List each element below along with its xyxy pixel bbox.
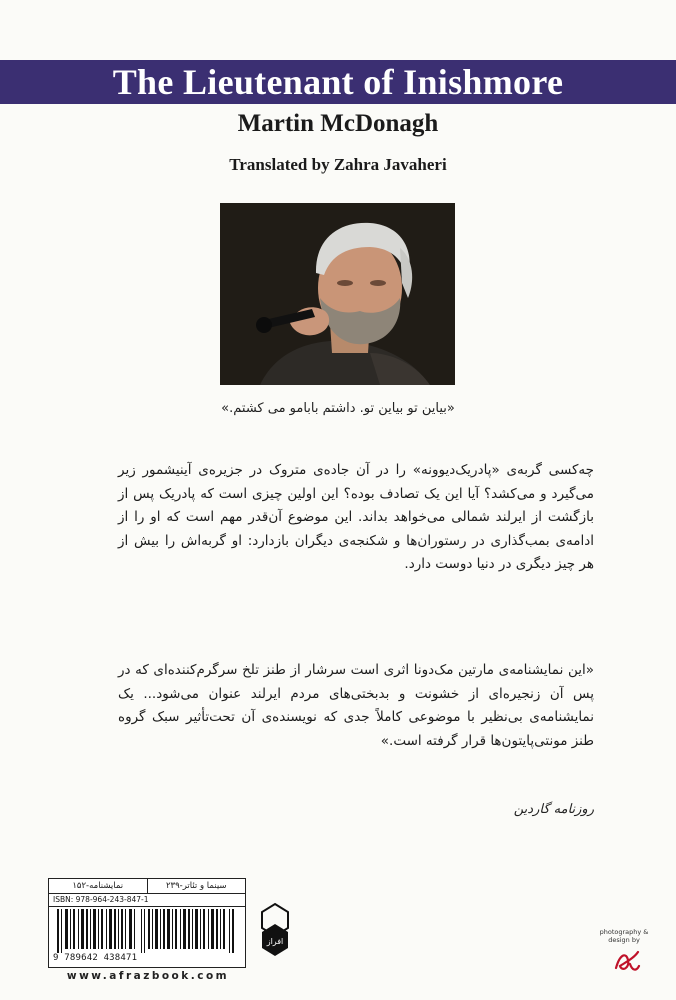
designer-signature-icon bbox=[612, 948, 642, 976]
author-name: Martin McDonagh bbox=[237, 110, 439, 137]
barcode-box bbox=[48, 878, 246, 968]
design-credit: photography & design by bbox=[599, 928, 649, 944]
publisher-website[interactable]: www.afrazbook.com bbox=[66, 970, 230, 982]
barcode-icon bbox=[55, 909, 239, 953]
publisher-logo-text: افراز bbox=[266, 937, 284, 946]
blurb-paragraph: چه‌کسی گربه‌ی «پادریک‌دیوونه» را در آن جاده‌ی متروک در جزیره‌ی آینیشمور زیر می‌گیرد و می‌کشد؟ آیا این یک تصادف بوده؟ این اولین چیزی است که پادریک پس از بازگشت از ایرلند شمالی می‌خواهد بداند. این موضوع آن‌قدر مهم است که او را از ادامه‌ی بمب‌گذاری در رستوران‌ها و شکنجه‌ی دیگران بازدارد: او گربه‌اش را بیش از هر چیز دیگری در دنیا دوست دارد. bbox=[118, 462, 594, 573]
review-source: روزنامه گاردین bbox=[513, 802, 594, 817]
author-photo bbox=[220, 203, 455, 385]
photo-caption-quote: «بیاین تو بیاین تو. داشتم بابامو می کشتم.» bbox=[221, 401, 455, 416]
barcode-digits: 9 789642 438471 bbox=[53, 953, 138, 963]
translator-line: Translated by Zahra Javaheri bbox=[229, 155, 447, 174]
series-row bbox=[49, 879, 245, 894]
isbn-text: ISBN: 978-964-243-847-1 bbox=[49, 894, 245, 907]
series-label: سینما و تئاتر-۲۳۹ bbox=[165, 881, 227, 891]
publisher-logo-icon bbox=[260, 902, 290, 958]
title-band bbox=[0, 60, 676, 104]
book-title: The Lieutenant of Inishmore bbox=[112, 62, 564, 102]
play-number-label: نمایشنامه-۱۵۲ bbox=[49, 879, 148, 893]
review-paragraph: «این نمایشنامه‌ی مارتین مک‌دونا اثری است سرشار از طنز تلخ سرگرم‌کننده‌ای که در پس آن زنجیره‌ای از خشونت و بدبختی‌های مردم ایرلند عنوان می‌شود... یک نمایشنامه‌ی بی‌نظیر با موضوعی کاملاً جدی که نویسنده‌ی آن تحت‌تأثیر سبک گروه طنز مونتی‌پایتون‌ها قرار گرفته است.» bbox=[118, 662, 594, 749]
